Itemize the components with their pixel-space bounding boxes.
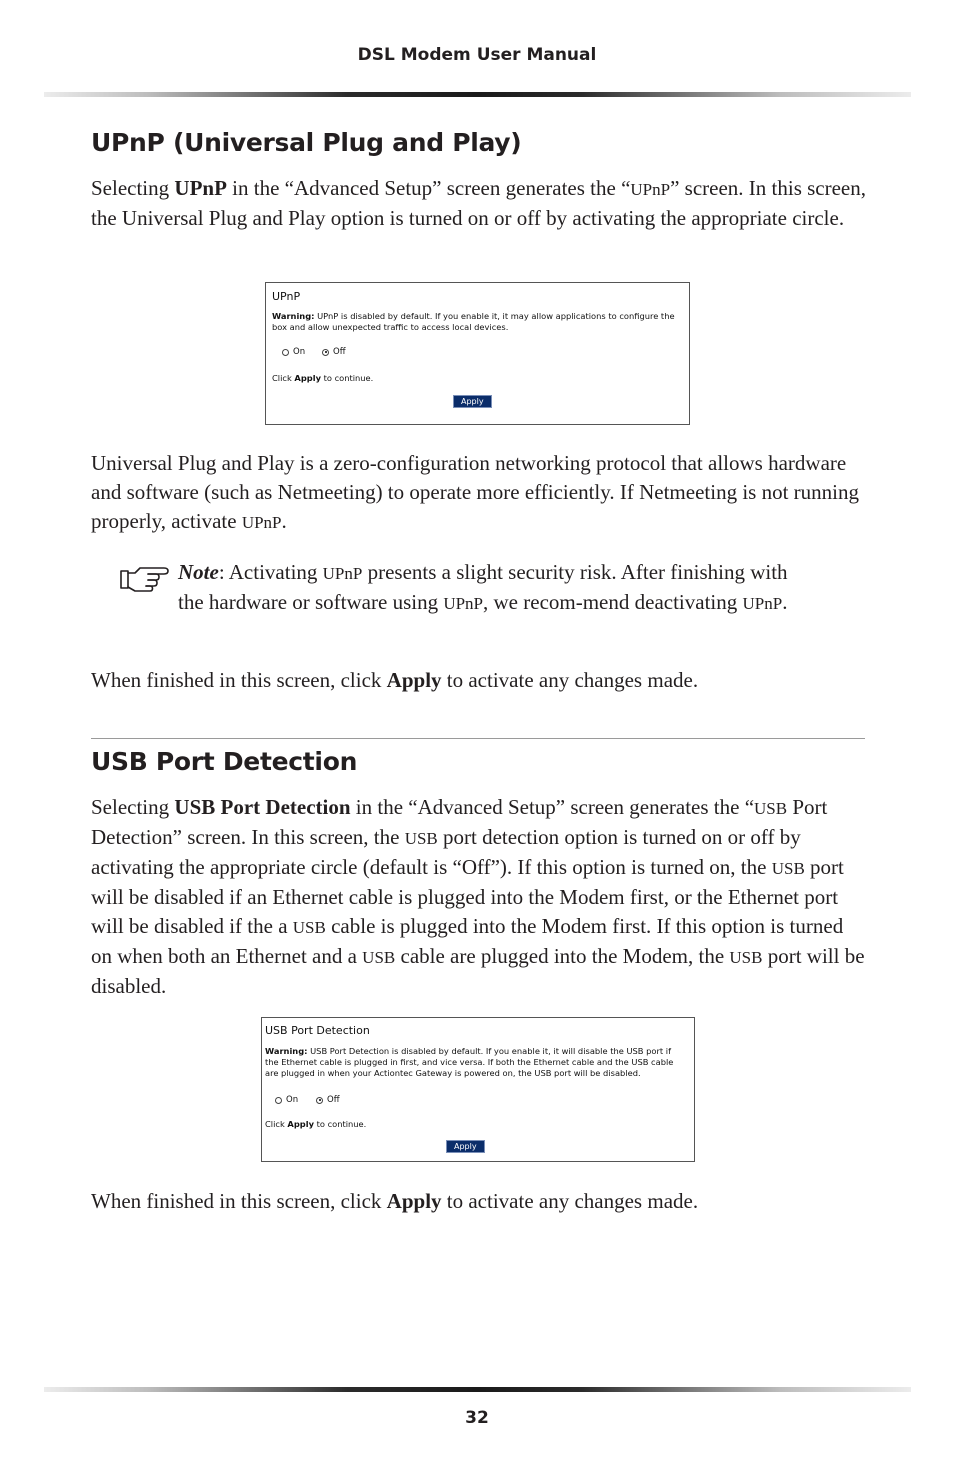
usb-finish-paragraph: When finished in this screen, click Apply to activate any changes made.	[91, 1189, 699, 1213]
usb-screenshot	[261, 1017, 695, 1162]
upnp-radio-off[interactable]: Off	[322, 347, 346, 357]
page-number: 32	[465, 1408, 489, 1428]
upnp-click-apply-text: Click Apply to continue.	[272, 373, 374, 383]
footer-rule	[44, 1387, 911, 1392]
upnp-note: Note: Activating UPnP presents a slight security risk. After finishing with the hardware or software using UPnP, we recom-mend deactivating UPnP.	[178, 560, 788, 614]
radio-selected-icon	[322, 349, 329, 356]
upnp-heading: UPnP (Universal Plug and Play)	[91, 128, 522, 157]
pointing-hand-icon	[118, 562, 172, 592]
usb-screenshot-warning: Warning: USB Port Detection is disabled by default. If you enable it, it will disable the USB port if the Ethernet cable is plugged in first, and vice versa. If both the Ethernet cable and the USB cable are plugged in when your Actiontec Gateway is powered on, the USB port will be disabled.	[265, 1046, 674, 1078]
upnp-finish-paragraph: When finished in this screen, click Apply to activate any changes made.	[91, 668, 699, 692]
upnp-screenshot-title: UPnP	[272, 290, 301, 303]
page-header-title: DSL Modem User Manual	[357, 45, 597, 65]
header-rule	[44, 92, 911, 97]
section-divider	[91, 738, 865, 739]
upnp-screenshot-warning: Warning: UPnP is disabled by default. If you enable it, it may allow applications to configure the box and allow unexpected traffic to access local devices.	[272, 311, 675, 332]
upnp-body-paragraph: Universal Plug and Play is a zero-configuration networking protocol that allows hardware and software (such as Netmeeting) to operate more efficiently. If Netmeeting is not running properly, activate UPnP.	[91, 451, 859, 533]
usb-click-apply-text: Click Apply to continue.	[265, 1119, 367, 1129]
usb-heading: USB Port Detection	[91, 747, 358, 776]
upnp-screenshot	[265, 282, 690, 425]
radio-selected-icon	[316, 1097, 323, 1104]
radio-unselected-icon	[282, 349, 289, 356]
usb-screenshot-title: USB Port Detection	[265, 1024, 370, 1037]
upnp-apply-button[interactable]: Apply	[453, 395, 492, 408]
usb-radio-on[interactable]: On	[275, 1095, 298, 1105]
upnp-intro-paragraph: Selecting UPnP in the “Advanced Setup” screen generates the “UPnP” screen. In this screen, the Universal Plug and Play option is turned on or off by activating the appropriate circle.	[91, 176, 866, 230]
upnp-radio-on[interactable]: On	[282, 347, 305, 357]
usb-intro-paragraph: Selecting USB Port Detection in the “Advanced Setup” screen generates the “USB Port Detection” screen. In this screen, the USB port detection option is turned on or off by activating the appropriate circle (default is “Off”). If this option is turned on, the USB port will be disabled if an Ethernet cable is plugged into the Modem first, or the Ethernet port will be disabled if the a USB cable is plugged into the Modem first. If this option is turned on when both an Ethernet and a USB cable are plugged into the Modem, the USB port will be disabled.	[91, 795, 865, 998]
usb-apply-button[interactable]: Apply	[446, 1140, 485, 1153]
radio-unselected-icon	[275, 1097, 282, 1104]
usb-radio-off[interactable]: Off	[316, 1095, 340, 1105]
